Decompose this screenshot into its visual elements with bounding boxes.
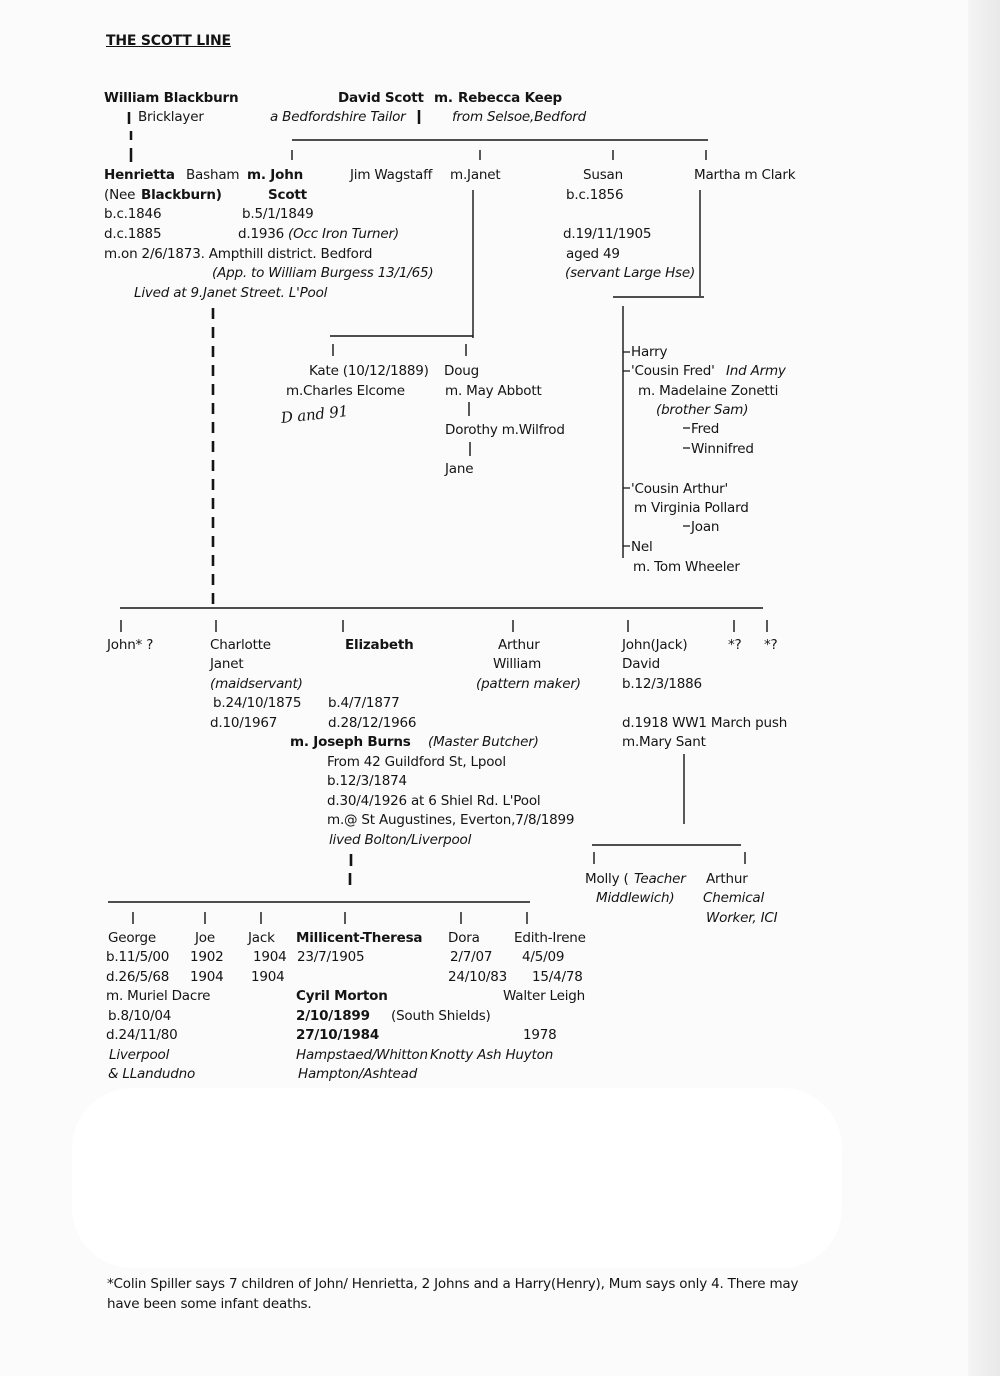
kate: Kate (10/12/1889)	[309, 363, 429, 379]
george-place-2: & LLandudno	[108, 1066, 196, 1082]
joseph-died: d.30/4/1926 at 6 Shiel Rd. L'Pool	[327, 793, 541, 809]
tom-wheeler: m. Tom Wheeler	[633, 559, 740, 575]
rebecca-keep: Rebecca Keep	[458, 90, 562, 106]
arthur-william: William	[493, 656, 542, 672]
jack-born: b.12/3/1886	[622, 676, 702, 692]
unknown-child-2: *?	[764, 637, 778, 653]
edith-died: 15/4/78	[532, 969, 583, 985]
cousin-arthur: 'Cousin Arthur'	[631, 481, 729, 497]
charles-elcome: m.Charles Elcome	[286, 383, 405, 399]
george-place-1: Liverpool	[109, 1047, 170, 1063]
molly-place: Middlewich)	[596, 890, 675, 906]
charlotte: Charlotte	[210, 637, 271, 653]
charlotte-occupation: (maidservant)	[210, 676, 303, 692]
walter-year: 1978	[523, 1027, 557, 1043]
residence-note: Lived at 9.Janet Street. L'Pool	[134, 285, 328, 301]
handwritten-note: D and 91	[280, 402, 349, 427]
apprentice-note: (App. to William Burgess 13/1/65)	[212, 265, 434, 281]
joe-died: 1904	[190, 969, 224, 985]
william-occupation: Bricklayer	[138, 109, 204, 125]
may-abbott: m. May Abbott	[445, 383, 542, 399]
ind-army: Ind Army	[726, 363, 786, 379]
john-died: d.1936	[238, 226, 285, 242]
joe-born: 1902	[190, 949, 224, 965]
arthur-child: Arthur	[706, 871, 748, 887]
edith-born: 4/5/09	[522, 949, 565, 965]
winnifred: Winnifred	[691, 441, 754, 457]
m-john: m. John	[247, 167, 304, 183]
cyril-died: 27/10/1984	[296, 1027, 380, 1043]
dora-edith-places: Knotty Ash Huyton	[430, 1047, 554, 1063]
fred: Fred	[691, 421, 720, 437]
cyril-morton: Cyril Morton	[296, 988, 388, 1004]
m-janet: m.Janet	[450, 167, 501, 183]
susan-aged: aged 49	[566, 246, 620, 262]
jim-wagstaff: Jim Wagstaff	[350, 167, 433, 183]
dora-died: 24/10/83	[448, 969, 508, 985]
charlotte-born: b.24/10/1875	[213, 695, 302, 711]
elizabeth-died: d.28/12/1966	[328, 715, 417, 731]
brother-sam: (brother Sam)	[656, 402, 749, 418]
george-died: d.26/5/68	[106, 969, 170, 985]
elizabeth-born: b.4/7/1877	[328, 695, 400, 711]
henrietta-name: Henrietta	[104, 167, 175, 183]
henrietta-born: b.c.1846	[104, 206, 162, 222]
muriel-born: b.8/10/04	[108, 1008, 172, 1024]
jane: Jane	[445, 461, 474, 477]
martha-clark: Martha m Clark	[694, 167, 796, 183]
nee-name: Blackburn)	[141, 187, 222, 203]
jack-child: Jack	[248, 930, 275, 946]
joe: Joe	[195, 930, 215, 946]
cyril-born: 2/10/1899	[296, 1008, 370, 1024]
burns-residence: lived Bolton/Liverpool	[329, 832, 472, 848]
madelaine-zonetti: m. Madelaine Zonetti	[638, 383, 779, 399]
scott-surname: Scott	[268, 187, 307, 203]
susan: Susan	[583, 167, 623, 183]
joseph-burns: m. Joseph Burns	[290, 734, 411, 750]
muriel-dacre: m. Muriel Dacre	[106, 988, 211, 1004]
joseph-born: b.12/3/1874	[327, 773, 407, 789]
susan-died: d.19/11/1905	[563, 226, 652, 242]
david-occupation: a Bedfordshire Tailor	[270, 109, 406, 125]
arthur-occupation-2: Worker, ICI	[706, 910, 778, 926]
george-born: b.11/5/00	[106, 949, 170, 965]
joseph-from: From 42 Guildford St, Lpool	[327, 754, 506, 770]
jack-died: d.1918 WW1 March push	[622, 715, 788, 731]
henrietta-died: d.c.1885	[104, 226, 162, 242]
page-title: THE SCOTT LINE	[106, 33, 231, 49]
jack-child-born: 1904	[253, 949, 287, 965]
doug: Doug	[444, 363, 479, 379]
marriage-record: m.on 2/6/1873. Ampthill district. Bedford	[104, 246, 373, 262]
john-born: b.5/1/1849	[242, 206, 314, 222]
john-jack: John(Jack)	[622, 637, 688, 653]
william-blackburn: William Blackburn	[104, 90, 239, 106]
footnote: *Colin Spiller says 7 children of John/ Henrietta, 2 Johns and a Harry(Henry), Mum says only 4. There may have been some infant deaths.	[107, 1276, 799, 1312]
millicent-place-1: Hampstaed/Whitton	[296, 1047, 428, 1063]
arthur: Arthur	[498, 637, 540, 653]
george: George	[108, 930, 157, 946]
muriel-died: d.24/11/80	[106, 1027, 178, 1043]
harry: Harry	[631, 344, 668, 360]
mary-sant: m.Mary Sant	[622, 734, 706, 750]
cyril-birthplace: (South Shields)	[391, 1008, 491, 1024]
jack-david: David	[622, 656, 660, 672]
charlotte-janet: Janet	[210, 656, 244, 672]
millicent-place-2: Hampton/Ashtead	[298, 1066, 418, 1082]
redacted-area	[72, 1088, 842, 1268]
millicent-born: 23/7/1905	[297, 949, 365, 965]
edith-irene: Edith-Irene	[514, 930, 586, 946]
joan: Joan	[691, 519, 720, 535]
burns-marriage: m.@ St Augustines, Everton,7/8/1899	[327, 812, 575, 828]
susan-occupation: (servant Large Hse)	[565, 265, 696, 281]
virginia-pollard: m Virginia Pollard	[634, 500, 749, 516]
elizabeth: Elizabeth	[345, 637, 414, 653]
joseph-occupation: (Master Butcher)	[428, 734, 539, 750]
molly: Molly (	[585, 871, 629, 887]
cousin-fred: 'Cousin Fred'	[631, 363, 715, 379]
arthur-occupation-1: Chemical	[703, 890, 765, 906]
unknown-child-1: *?	[728, 637, 742, 653]
arthur-occupation: (pattern maker)	[476, 676, 581, 692]
millicent-theresa: Millicent-Theresa	[296, 930, 423, 946]
nel: Nel	[631, 539, 653, 555]
charlotte-died: d.10/1967	[210, 715, 278, 731]
molly-occupation: Teacher	[634, 871, 686, 887]
walter-leigh: Walter Leigh	[503, 988, 586, 1004]
susan-born: b.c.1856	[566, 187, 624, 203]
david-scott: David Scott	[338, 90, 424, 106]
dorothy: Dorothy m.Wilfrod	[445, 422, 565, 438]
john-child: John* ?	[107, 637, 154, 653]
nee-label: (Nee	[104, 187, 136, 203]
dora-born: 2/7/07	[450, 949, 493, 965]
dora: Dora	[448, 930, 480, 946]
john-occupation: (Occ Iron Turner)	[288, 226, 399, 242]
rebecca-origin: from Selsoe,Bedford	[452, 109, 586, 125]
henrietta-surname: Basham	[186, 167, 240, 183]
jack-child-died: 1904	[251, 969, 285, 985]
marriage-marker: m.	[434, 90, 453, 106]
